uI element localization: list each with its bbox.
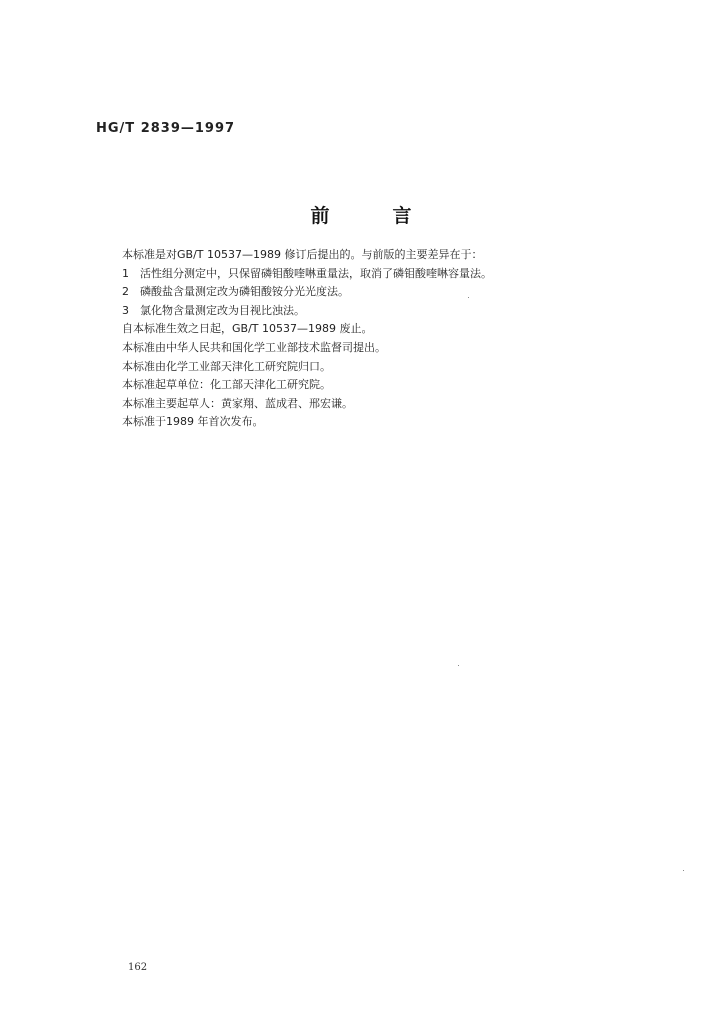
foreword-line: 1 活性组分测定中，只保留磷钼酸喹啉重量法，取消了磷钼酸喹啉容量法。 bbox=[122, 266, 492, 280]
foreword-line: 本标准主要起草人：黄家翔、蓝成君、邢宏谦。 bbox=[122, 396, 353, 410]
foreword-line: 本标准于1989 年首次发布。 bbox=[122, 415, 264, 429]
scan-speck bbox=[458, 665, 459, 666]
page-number: 162 bbox=[128, 962, 148, 973]
foreword-line: 本标准由中华人民共和国化学工业部技术监督司提出。 bbox=[122, 340, 386, 354]
foreword-line: 本标准是对GB/T 10537—1989 修订后提出的。与前版的主要差异在于： bbox=[122, 248, 483, 261]
foreword-line: 本标准起草单位：化工部天津化工研究院。 bbox=[122, 378, 331, 392]
foreword-line: 自本标准生效之日起，GB/T 10537—1989 废止。 bbox=[122, 322, 373, 336]
foreword-line: 本标准由化学工业部天津化工研究院归口。 bbox=[122, 359, 331, 373]
scan-speck bbox=[683, 870, 684, 871]
section-title: 前 言 bbox=[310, 205, 434, 227]
foreword-body bbox=[122, 246, 592, 432]
scan-speck bbox=[468, 297, 469, 298]
standard-code: HG/T 2839—1997 bbox=[96, 121, 236, 136]
foreword-line: 3 氯化物含量测定改为目视比浊法。 bbox=[122, 303, 305, 317]
foreword-line: 2 磷酸盐含量测定改为磷钼酸铵分光光度法。 bbox=[122, 285, 349, 299]
